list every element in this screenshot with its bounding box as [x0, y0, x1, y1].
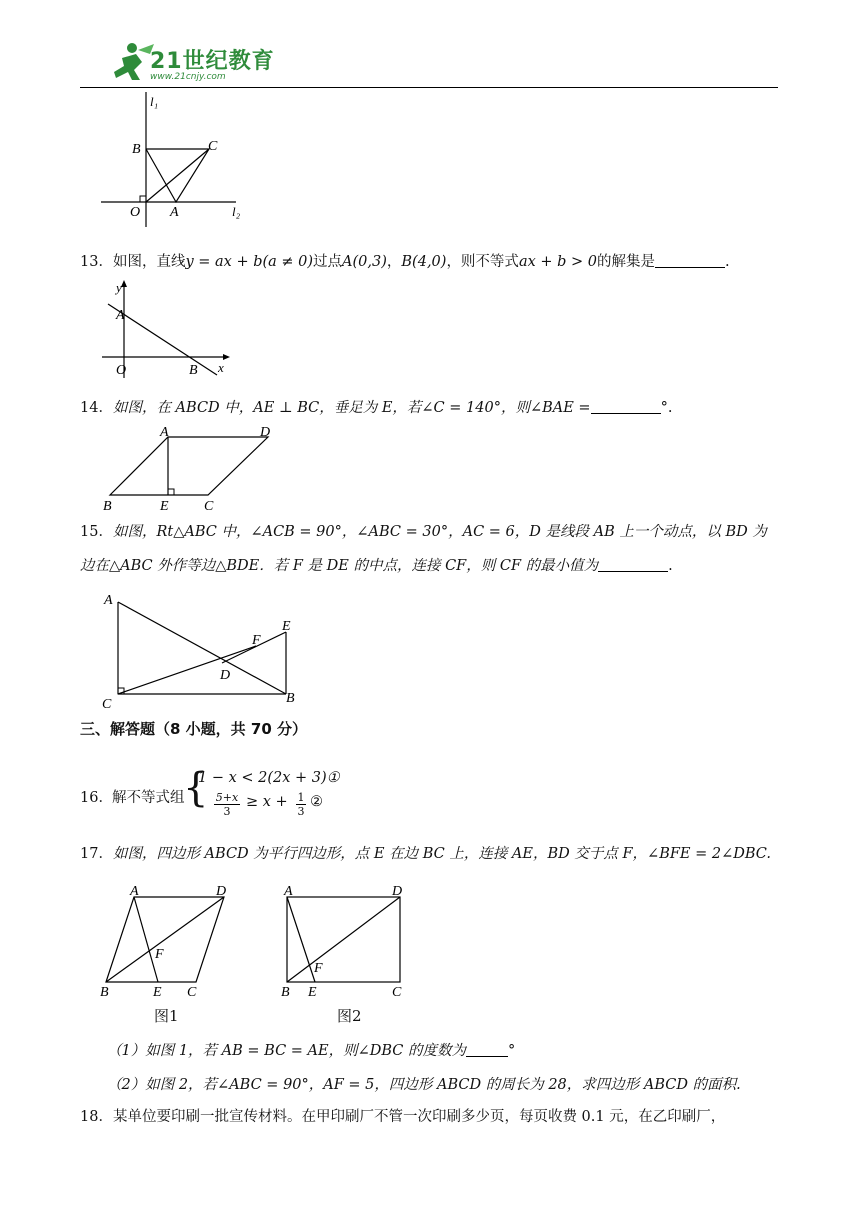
label-c: C — [392, 985, 402, 1000]
answer-blank-13 — [655, 253, 725, 268]
label-x: x — [218, 360, 224, 375]
label-c: C — [208, 139, 218, 154]
figure-l1-l2 — [96, 92, 256, 227]
label-o: O — [116, 363, 127, 378]
question-16: 16． 解不等式组 { 1 − x < 2(2x + 3)① 5+x 3 ≥ x + 1 3 ② — [80, 765, 340, 818]
question-17-part2: （2）如图 2，若∠ABC = 90°，AF = 5，四边形 ABCD 的周长为 28，求四边形 ABCD 的面积. — [107, 1077, 741, 1093]
question-17: 17．如图，四边形 ABCD 为平行四边形，点 E 在边 BC 上，连接 AE，BD 交于点 F，∠BFE = 2∠DBC. — [80, 846, 771, 862]
logo-text: 21世纪教育 — [150, 49, 275, 74]
label-a: A — [130, 884, 139, 899]
label-a: A — [284, 884, 293, 899]
label-d: D — [216, 884, 227, 899]
label-a: A — [170, 205, 179, 220]
figure-q15 — [98, 590, 308, 710]
logo-url: www.21cnjy.com — [150, 72, 226, 82]
label-f: F — [314, 961, 323, 976]
label-d: D — [220, 668, 231, 683]
label-y: y — [116, 280, 122, 295]
label-a: A — [160, 425, 169, 440]
figure-q17-1 — [98, 878, 238, 1026]
label-l1: l₁ — [150, 94, 159, 109]
label-f: F — [155, 947, 164, 962]
header-rule — [80, 87, 778, 88]
figure-q17-2 — [278, 878, 418, 1026]
fig2-caption: 图2 — [337, 1007, 362, 1025]
label-b: B — [286, 691, 295, 706]
section-title: 三、解答题（8 小题，共 70 分） — [80, 720, 307, 738]
answer-blank-17-1 — [466, 1042, 508, 1057]
question-13: 13．如图，直线y = ax + b(a ≠ 0)过点A(0,3)，B(4,0)，则不等式ax + b > 0的解集是 . — [80, 254, 730, 270]
label-e: E — [153, 985, 162, 1000]
question-17-part1: （1）如图 1，若 AB = BC = AE，则∠DBC 的度数为 ° — [107, 1043, 516, 1059]
label-l2: l₂ — [232, 204, 241, 219]
label-d: D — [260, 425, 271, 440]
label-b: B — [103, 499, 112, 514]
label-e: E — [160, 499, 169, 514]
label-c: C — [204, 499, 214, 514]
label-b: B — [132, 142, 141, 157]
figure-q14 — [100, 424, 280, 514]
label-e: E — [282, 619, 291, 634]
answer-blank-15 — [598, 557, 668, 572]
question-14: 14．如图，在 ABCD 中，AE ⊥ BC，垂足为 E，若∠C = 140°，则∠BAE = °. — [80, 400, 673, 416]
label-o: O — [130, 205, 141, 220]
label-a: A — [116, 308, 125, 323]
question-15-line1: 15．如图，Rt△ABC 中，∠ACB = 90°，∠ABC = 30°，AC = 6，D 是线段 AB 上一个动点，以 BD 为 — [80, 524, 767, 540]
figure-q13 — [100, 278, 235, 378]
label-b: B — [100, 985, 109, 1000]
answer-blank-14 — [591, 399, 661, 414]
label-d: D — [392, 884, 403, 899]
label-a: A — [104, 593, 113, 608]
label-b: B — [281, 985, 290, 1000]
question-18: 18．某单位要印刷一批宣传材料。在甲印刷厂不管一次印刷多少页，每页收费 0.1 元，在乙印刷厂， — [80, 1109, 726, 1125]
label-c: C — [187, 985, 197, 1000]
label-c: C — [102, 697, 112, 710]
fig1-caption: 图1 — [154, 1007, 179, 1025]
question-15-line2: 边在△ABC 外作等边△BDE．若 F 是 DE 的中点，连接 CF，则 CF 的最小值为 . — [80, 558, 673, 574]
brace: { — [183, 765, 209, 811]
label-e: E — [308, 985, 317, 1000]
label-b: B — [189, 363, 198, 378]
label-f: F — [252, 633, 261, 648]
